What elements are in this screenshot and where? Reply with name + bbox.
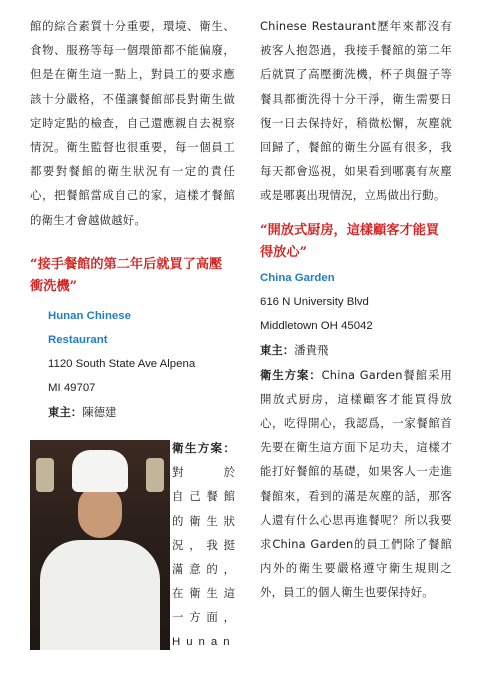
plan-label: 衛生方案： <box>260 367 322 382</box>
business-name: China Garden <box>260 271 335 284</box>
chef-coat <box>40 540 160 650</box>
address-line-1: 1120 South State Ave Alpena <box>48 357 196 370</box>
right-column <box>260 0 452 605</box>
side-line: 況，我挺 <box>172 537 235 552</box>
left-business-info <box>30 304 235 425</box>
lamp-decor <box>36 458 54 492</box>
right-intro-paragraph: Chinese Restaurant歷年來都沒有被客人抱怨過，我接手餐館的第二年后就買了高壓衝洗機，杯子與盤子等餐具都衝洗得十分干淨，衛生需要日復一日去保持好，稍微松懈，灰塵就回歸了，餐館的衛生分區有很多，我每天都會巡視，如果看到哪裏有灰塵或是哪裏出現情況，立馬做出行動。 <box>260 19 452 203</box>
business-name-line-1: Hunan Chinese <box>48 309 131 322</box>
lamp-decor <box>146 458 164 492</box>
address-line-2: MI 49707 <box>48 381 96 394</box>
chef-hat <box>72 450 128 492</box>
address-line-2: Middletown OH 45042 <box>260 319 373 332</box>
right-business-info <box>260 266 452 363</box>
side-text-column <box>172 436 235 654</box>
left-headline: “接手餐館的第二年后就買了高壓衝洗機” <box>30 256 223 294</box>
side-line: 自己餐館 <box>172 489 235 504</box>
left-intro-paragraph: 館的綜合素質十分重要，環境、衛生、食物、服務等每一個環節都不能偏廢，但是在衛生這一點上，對員工的要求應該十分嚴格，不僅讓餐館部長對衛生做定時定點的檢查，自己還應親自去視察情況。衛生監督也很重要，每一個員工都要對餐館的衛生狀況有一定的責任心，把餐館當成自己的家，這樣才餐館的衛生才會越做越好。 <box>30 19 235 227</box>
side-line: Hunan <box>172 635 236 648</box>
right-plan-paragraph <box>260 363 452 605</box>
owner-name: 潘貴飛 <box>294 344 329 357</box>
chef-photo <box>30 440 170 650</box>
address-line-1: 616 N University Blvd <box>260 295 369 308</box>
side-label: 衛生方案： <box>172 441 235 455</box>
owner-line <box>30 400 235 425</box>
side-line: 滿意的， <box>172 562 235 577</box>
plan-text: China Garden餐館采用開放式厨房，這樣顧客才能買得放心，吃得開心，我認爲，一家餐館首先要在衛生這方面下足功夫，這樣才能打好餐館的基礎，如果客人一走進餐館來，看到的滿是灰塵的話，那客人還有什么心思再進餐呢？所以我要求China Garden的員工們除了餐館内外的衛生要嚴格遵守衛生規則之外，員工的個人衛生也要保持好。 <box>260 367 452 600</box>
owner-label: 東主： <box>260 342 295 357</box>
owner-line <box>260 338 452 363</box>
side-line: 在衛生這 <box>172 586 235 601</box>
chef-face <box>78 486 122 538</box>
left-column <box>30 0 235 425</box>
side-line: 對於 <box>172 465 235 480</box>
side-line: 一方面， <box>172 610 235 625</box>
owner-name: 陳德建 <box>82 406 117 419</box>
side-line: 的衛生狀 <box>172 513 235 528</box>
owner-label: 東主： <box>48 404 83 419</box>
right-headline: “開放式厨房，這樣顧客才能買得放心” <box>260 222 440 260</box>
business-name-line-2: Restaurant <box>48 333 108 346</box>
